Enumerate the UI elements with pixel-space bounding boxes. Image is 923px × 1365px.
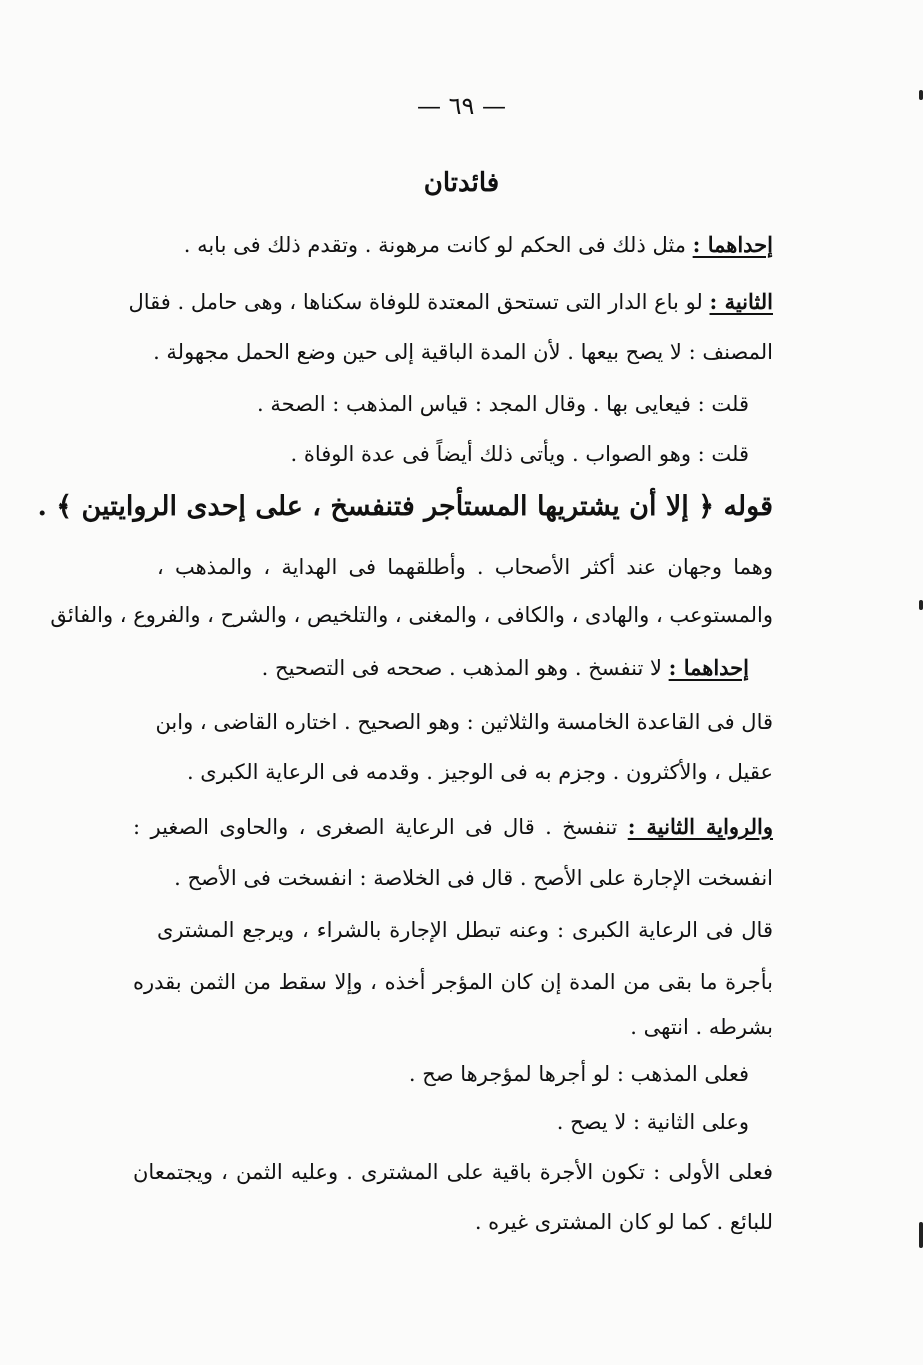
quote-lead: قوله [723,491,773,522]
edge-mark-middle [919,600,923,610]
text-line-13 [157,918,773,942]
text-line-12 [133,866,773,890]
text-line-16 [109,1062,749,1086]
text-line-2 [128,289,773,314]
line-text: قلت : فيعايى بها . وقال المجد : قياس المذهب : الصحة . [256,392,749,416]
line-text: عقيل ، والأكثرون . وجزم به فى الوجيز . وقدمه فى الرعاية الكبرى . [186,760,773,784]
text-line-19 [133,1210,773,1234]
line-text: قال فى القاعدة الخامسة والثلاثين : وهو الصحيح . اختاره القاضى ، وابن [155,710,773,734]
text-line-1 [133,233,773,257]
line-text: فعلى المذهب : لو أجرها لمؤجرها صح . [408,1062,749,1086]
line-text: تنفسخ . قال فى الرعاية الصغرى ، والحاوى الصغير : [133,815,628,839]
text-line-11 [133,815,773,839]
text-line-18 [133,1160,773,1184]
text-line-9 [157,710,773,734]
text-line-4 [109,392,749,416]
line-text: قال فى الرعاية الكبرى : وعنه تبطل الإجارة بالشراء ، ويرجع المشترى [157,918,773,942]
line-text: للبائع . كما لو كان المشترى غيره . [474,1210,773,1234]
quoted-verse-line [37,491,773,522]
line-lead: الثانية : [709,289,773,314]
line-text: والمستوعب ، والهادى ، والكافى ، والمغنى ، والتلخيص ، والشرح ، والفروع ، والفائق [50,603,773,627]
line-text: لا تنفسخ . وهو المذهب . صححه فى التصحيح . [261,656,669,680]
text-line-15 [133,1015,773,1039]
text-line-3 [133,340,773,364]
text-line-14 [133,970,773,994]
section-heading: فائدتان [423,168,500,198]
line-text: بأجرة ما بقى من المدة إن كان المؤجر أخذه ، وإلا سقط من الثمن بقدره [133,970,773,994]
line-text: وعلى الثانية : لا يصح . [556,1110,749,1134]
text-line-10 [133,760,773,784]
line-text: قلت : وهو الصواب . ويأتى ذلك أيضاً فى عدة الوفاة . [290,442,749,466]
line-text: انفسخت الإجارة على الأصح . قال فى الخلاصة : انفسخت فى الأصح . [174,866,773,890]
text-line-7 [50,603,773,627]
text-line-5 [109,442,749,466]
line-text: المصنف : لا يصح بيعها . لأن المدة الباقية إلى حين وضع الحمل مجهولة . [153,340,773,364]
line-lead: والرواية الثانية : [627,814,774,839]
line-text: بشرطه . انتهى . [630,1015,773,1039]
text-line-8 [109,656,749,680]
line-text: فعلى الأولى : تكون الأجرة باقية على المشترى . وعليه الثمن ، ويجتمعان [133,1160,773,1184]
page-number: — ٦٩ — [416,92,507,120]
quote-text: ﴿ إلا أن يشتريها المستأجر فتنفسخ ، على إحدى الروايتين ﴾ . [37,491,724,522]
text-line-17 [109,1110,749,1134]
text-line-6 [157,555,773,579]
edge-mark-bottom [919,1222,923,1248]
line-text: وهما وجهان عند أكثر الأصحاب . وأطلقهما فى الهداية ، والمذهب ، [157,555,773,579]
line-text: مثل ذلك فى الحكم لو كانت مرهونة . وتقدم ذلك فى بابه . [183,233,693,257]
line-text: لو باع الدار التى تستحق المعتدة للوفاة سكناها ، وهى حامل . فقال [128,290,710,314]
line-lead: إحداهما : [692,232,773,257]
line-lead: إحداهما : [668,655,749,680]
